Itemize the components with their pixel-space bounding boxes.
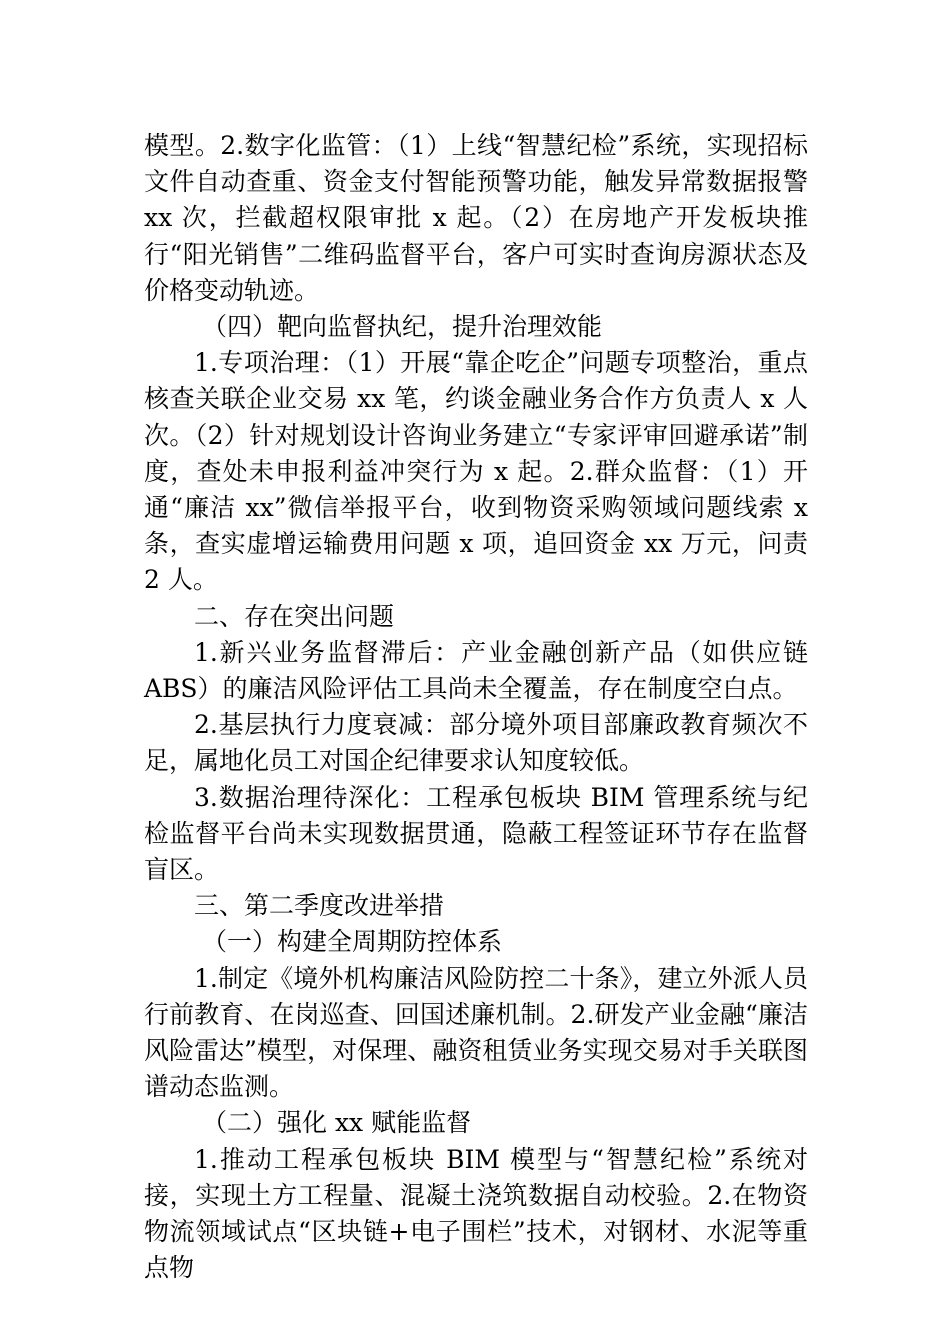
paragraph-problem-3: 3.数据治理待深化：工程承包板块 BIM 管理系统与纪检监督平台尚未实现数据贯通，隐蔽工程签证环节存在监督盲区。 <box>144 782 808 885</box>
document-body <box>144 128 808 1287</box>
paragraph-empowered-measures: 1.推动工程承包板块 BIM 模型与“智慧纪检”系统对接，实现土方工程量、混凝土浇筑数据自动校验。2.在物资物流领域试点“区块链+电子围栏”技术，对钢材、水泥等重点物 <box>144 1144 808 1283</box>
heading-q2-improvements: 三、第二季度改进举措 <box>194 891 445 921</box>
paragraph-digital-supervision: 模型。2.数字化监管：（1）上线“智慧纪检”系统，实现招标文件自动查重、资金支付智能预警功能，触发异常数据报警 xx 次，拦截超权限审批 x 起。（2）在房地产开发板块推行“阳光销售”二维码监督平台，客户可实时查询房源状态及价格变动轨迹。 <box>144 131 808 305</box>
heading-outstanding-problems: 二、存在突出问题 <box>194 601 395 631</box>
paragraph-problem-2: 2.基层执行力度衰减：部分境外项目部廉政教育频次不足，属地化员工对国企纪律要求认知度较低。 <box>144 710 808 776</box>
heading-full-cycle-prevention: （一）构建全周期防控体系 <box>202 927 503 957</box>
paragraph-prevention-measures: 1.制定《境外机构廉洁风险防控二十条》，建立外派人员行前教育、在岗巡查、回国述廉机制。2.研发产业金融“廉洁风险雷达”模型，对保理、融资租赁业务实现交易对手关联图谱动态监测。 <box>144 963 808 1102</box>
heading-targeted-supervision: （四）靶向监督执纪，提升治理效能 <box>202 312 603 342</box>
heading-empowered-supervision: （二）强化 xx 赋能监督 <box>202 1108 472 1138</box>
paragraph-problem-1: 1.新兴业务监督滞后：产业金融创新产品（如供应链 ABS）的廉洁风险评估工具尚未全覆盖，存在制度空白点。 <box>144 637 808 704</box>
paragraph-special-governance: 1.专项治理：（1）开展“靠企吃企”问题专项整治，重点核查关联企业交易 xx 笔，约谈金融业务合作方负责人 x 人次。（2）针对规划设计咨询业务建立“专家评审回避承诺”制度，查处未申报利益冲突行为 x 起。2.群众监督：（1）开通“廉洁 xx”微信举报平台，收到物资采购领域问题线索 x 条，查实虚增运输费用问题 x 项，追回资金 xx 万元，问责 2 人。 <box>144 348 808 595</box>
